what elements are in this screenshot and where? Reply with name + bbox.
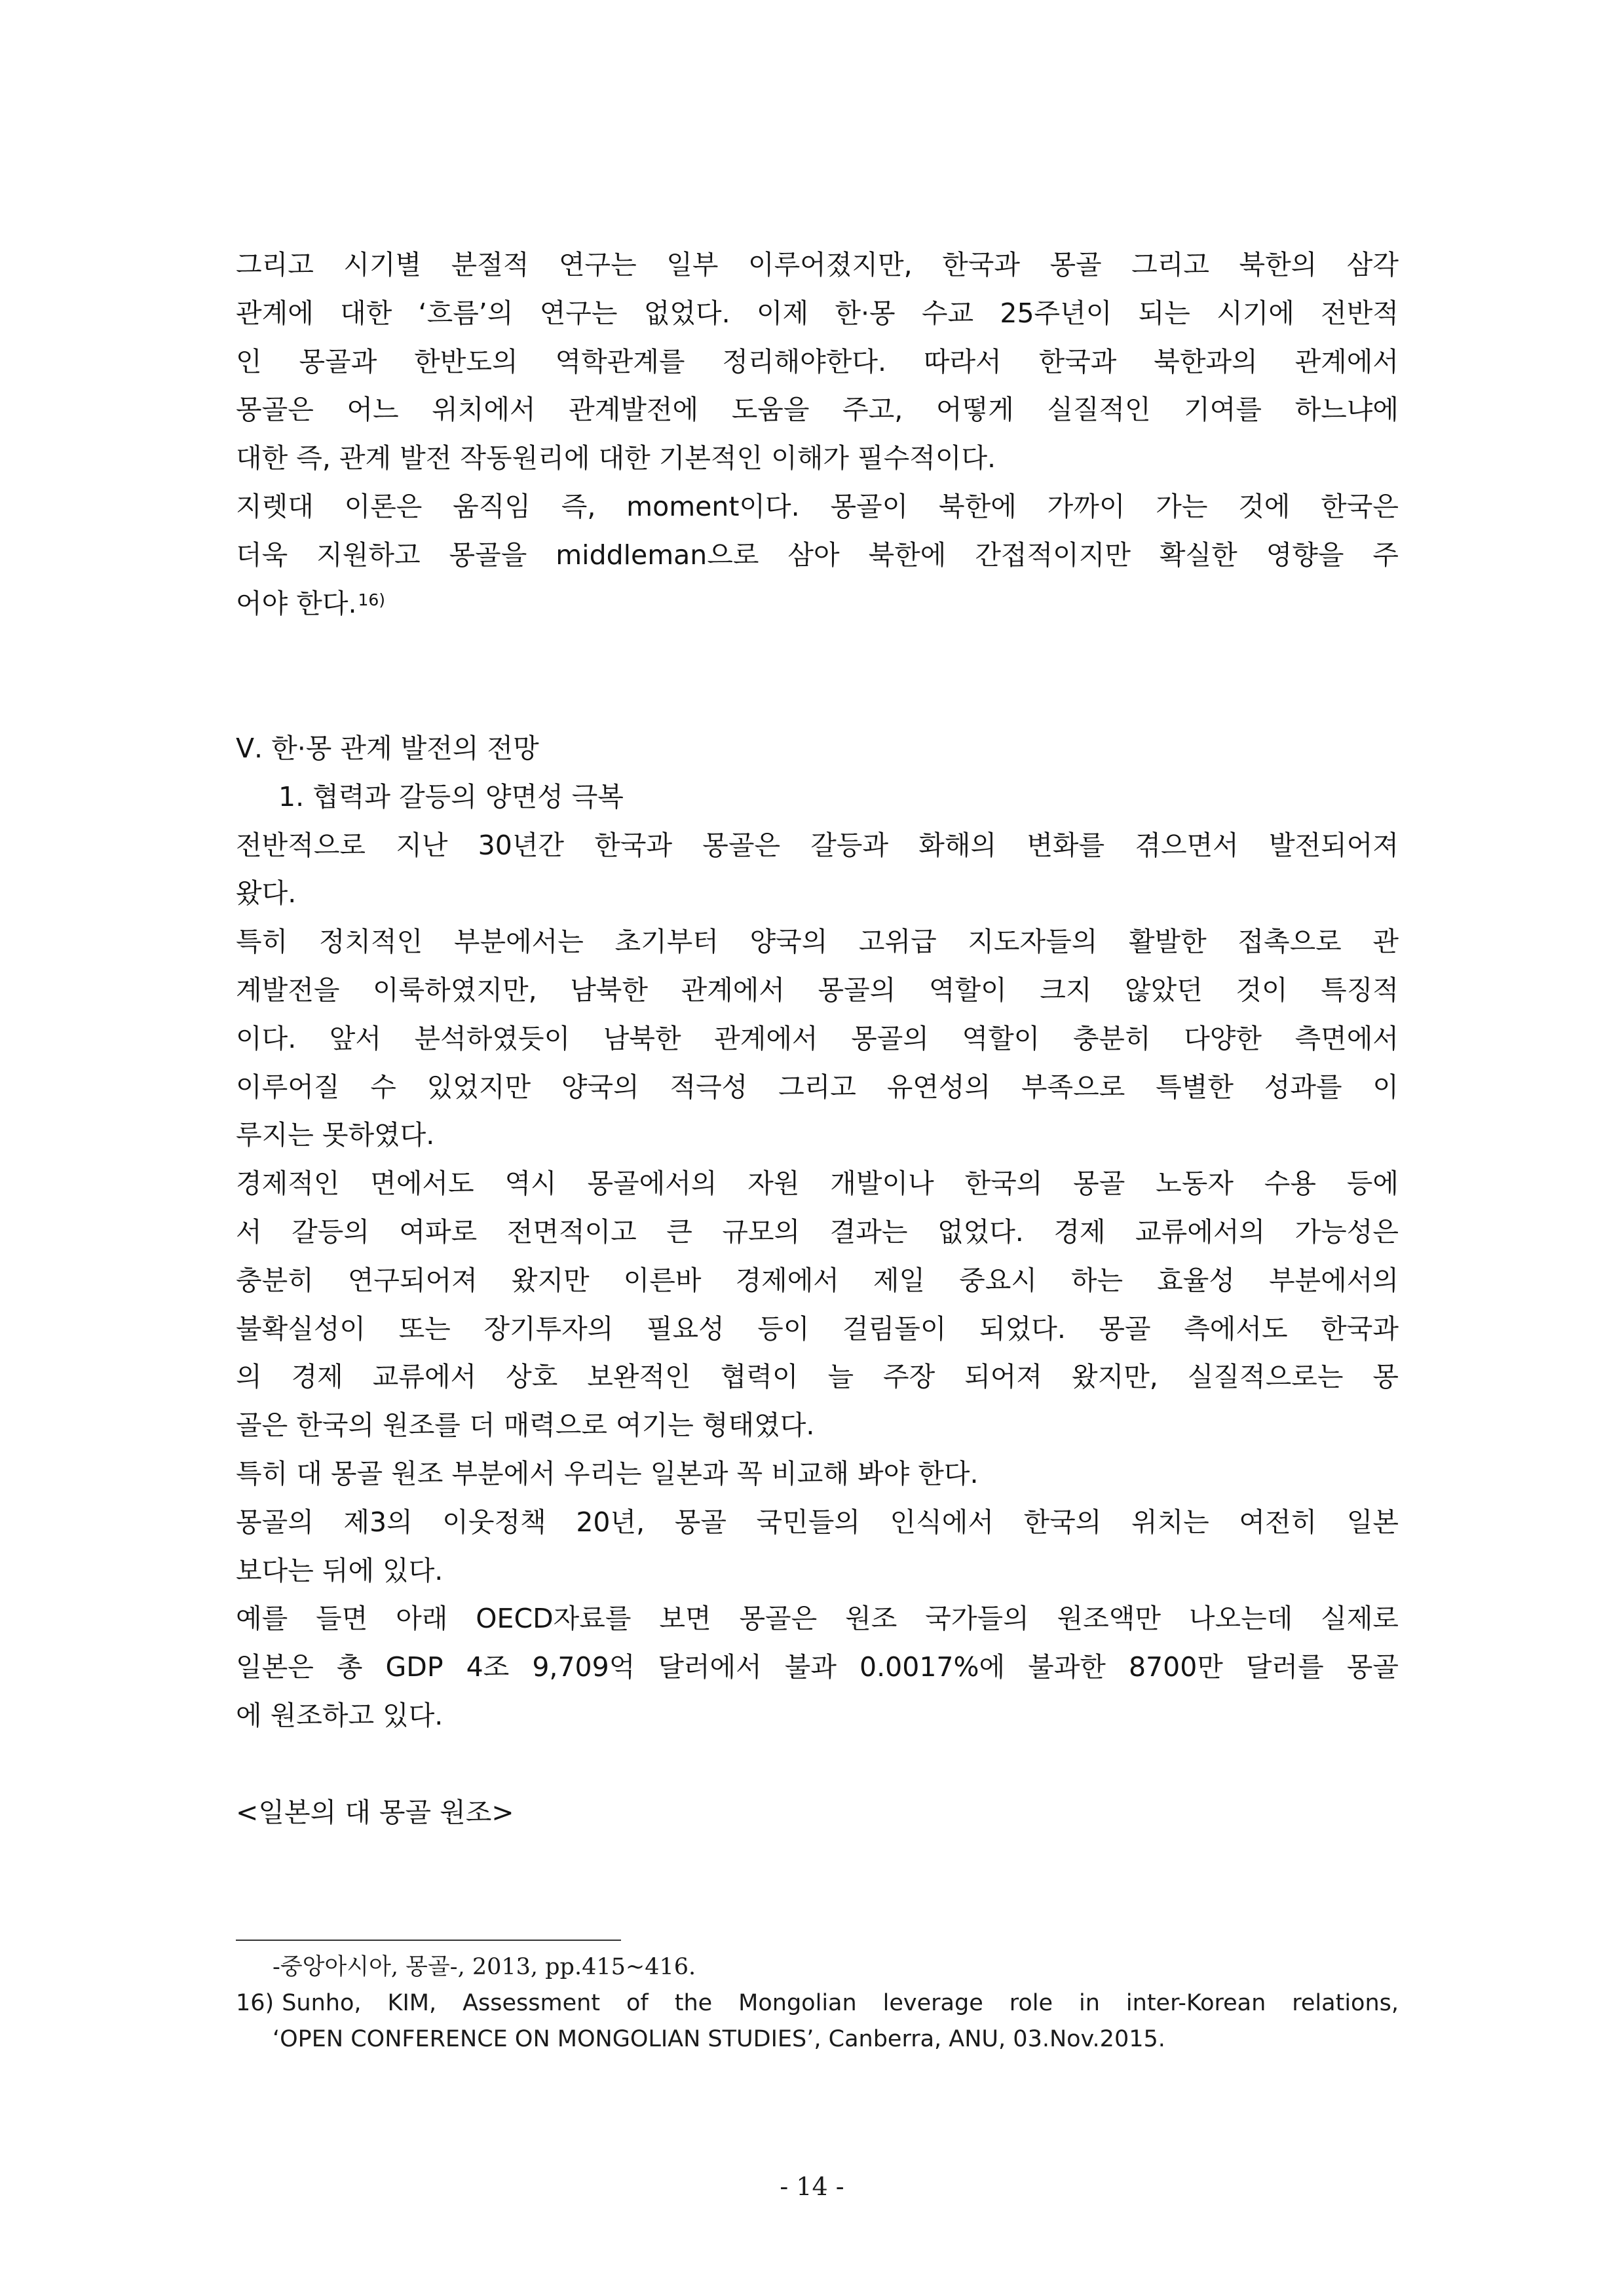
text-line: 특히 정치적인 부분에서는 초기부터 양국의 고위급 지도자들의 활발한 접촉으로 관 xyxy=(236,926,1399,958)
paragraph xyxy=(236,1160,1399,1450)
footnote-marker: 16) xyxy=(236,1990,274,2016)
text-line: 서 갈등의 여파로 전면적이고 큰 규모의 결과는 없었다. 경제 교류에서의 가능성은 xyxy=(236,1215,1399,1248)
text-line: 그리고 시기별 분절적 연구는 일부 이루어졌지만, 한국과 몽골 그리고 북한의 삼각 xyxy=(236,249,1399,280)
paragraph xyxy=(236,822,1399,919)
text-line-with-footnote xyxy=(236,580,1399,628)
page-number: - 14 - xyxy=(780,2172,844,2201)
footnote xyxy=(236,1985,1399,2057)
footnote-continuation: -중앙아시아, 몽골-, 2013, pp.415~416. xyxy=(273,1954,696,1980)
section-heading: Ⅴ. 한·몽 관계 발전의 전망 xyxy=(236,732,539,764)
footnote-reference: 16) xyxy=(358,590,386,609)
intro-paragraph xyxy=(236,241,1399,483)
paragraph xyxy=(236,918,1399,1160)
text-line: 특히 대 몽골 원조 부분에서 우리는 일본과 꼭 비교해 봐야 한다. xyxy=(236,1457,979,1489)
text-line: 관계에 대한 ‘흐름’의 연구는 없었다. 이제 한·몽 수교 25주년이 되는 시기에 전반적 xyxy=(236,297,1399,329)
text-line: 보다는 뒤에 있다. xyxy=(236,1554,444,1586)
text-line: 충분히 연구되어져 왔지만 이른바 경제에서 제일 중요시 하는 효율성 부분에서의 xyxy=(236,1264,1399,1296)
text-line: 예를 들면 아래 OECD자료를 보면 몽골은 원조 국가들의 원조액만 나오는데 실제로 xyxy=(236,1603,1399,1635)
text-line: 지렛대 이론은 움직임 즉, moment이다. 몽골이 북한에 가까이 가는 것에 한국은 xyxy=(236,490,1399,522)
text-line: 루지는 못하였다. xyxy=(236,1119,435,1151)
text-line: 어야 한다. xyxy=(236,587,357,619)
intro-paragraph xyxy=(236,483,1399,628)
paragraph xyxy=(236,1595,1399,1740)
text-line: 이루어질 수 있었지만 양국의 적극성 그리고 유연성의 부족으로 특별한 성과를 이 xyxy=(236,1071,1399,1103)
text-line: 인 몽골과 한반도의 역학관계를 정리해야한다. 따라서 한국과 북한과의 관계에서 xyxy=(236,345,1399,377)
text-line: 의 경제 교류에서 상호 보완적인 협력이 늘 주장 되어져 왔지만, 실질적으로는 몽 xyxy=(236,1361,1399,1393)
text-line: 계발전을 이룩하였지만, 남북한 관계에서 몽골의 역할이 크지 않았던 것이 특징적 xyxy=(236,974,1399,1006)
footnote-separator xyxy=(236,1940,621,1941)
footnote-line: ‘OPEN CONFERENCE ON MONGOLIAN STUDIES’, Canberra, ANU, 03.Nov.2015. xyxy=(273,2026,1165,2052)
text-line: 경제적인 면에서도 역시 몽골에서의 자원 개발이나 한국의 몽골 노동자 수용 등에 xyxy=(236,1168,1399,1200)
subsection-heading: 1. 협력과 갈등의 양면성 극복 xyxy=(278,780,624,813)
table-caption: <일본의 대 몽골 원조> xyxy=(236,1796,514,1828)
text-line: 골은 한국의 원조를 더 매력으로 여기는 형태였다. xyxy=(236,1409,815,1442)
body-text xyxy=(236,241,1399,1837)
text-line: 몽골의 제3의 이웃정책 20년, 몽골 국민들의 인식에서 한국의 위치는 여전히 일본 xyxy=(236,1506,1399,1538)
paragraph xyxy=(236,1450,1399,1499)
text-line: 이다. 앞서 분석하였듯이 남북한 관계에서 몽골의 역할이 충분히 다양한 측면에서 xyxy=(236,1022,1399,1054)
text-line: 에 원조하고 있다. xyxy=(236,1699,444,1731)
text-line: 불확실성이 또는 장기투자의 필요성 등이 걸림돌이 되었다. 몽골 측에서도 한국과 xyxy=(236,1312,1399,1345)
text-line: 왔다. xyxy=(236,877,297,909)
text-line: 더욱 지원하고 몽골을 middleman으로 삼아 북한에 간접적이지만 확실한 영향을 주 xyxy=(236,539,1399,571)
footnotes xyxy=(236,1949,1399,2057)
paragraph xyxy=(236,1499,1399,1596)
text-line: 대한 즉, 관계 발전 작동원리에 대한 기본적인 이해가 필수적이다. xyxy=(236,442,996,474)
text-line: 전반적으로 지난 30년간 한국과 몽골은 갈등과 화해의 변화를 겪으면서 발전되어져 xyxy=(236,829,1399,861)
footnote-line xyxy=(236,1985,1399,2021)
footnote-text: Sunho, KIM, Assessment of the Mongolian leverage role in inter-Korean relations, xyxy=(282,1990,1399,2016)
text-line: 일본은 총 GDP 4조 9,709억 달러에서 불과 0.0017%에 불과한 8700만 달러를 몽골 xyxy=(236,1651,1399,1683)
text-line: 몽골은 어느 위치에서 관계발전에 도움을 주고, 어떻게 실질적인 기여를 하느냐에 xyxy=(236,394,1399,426)
